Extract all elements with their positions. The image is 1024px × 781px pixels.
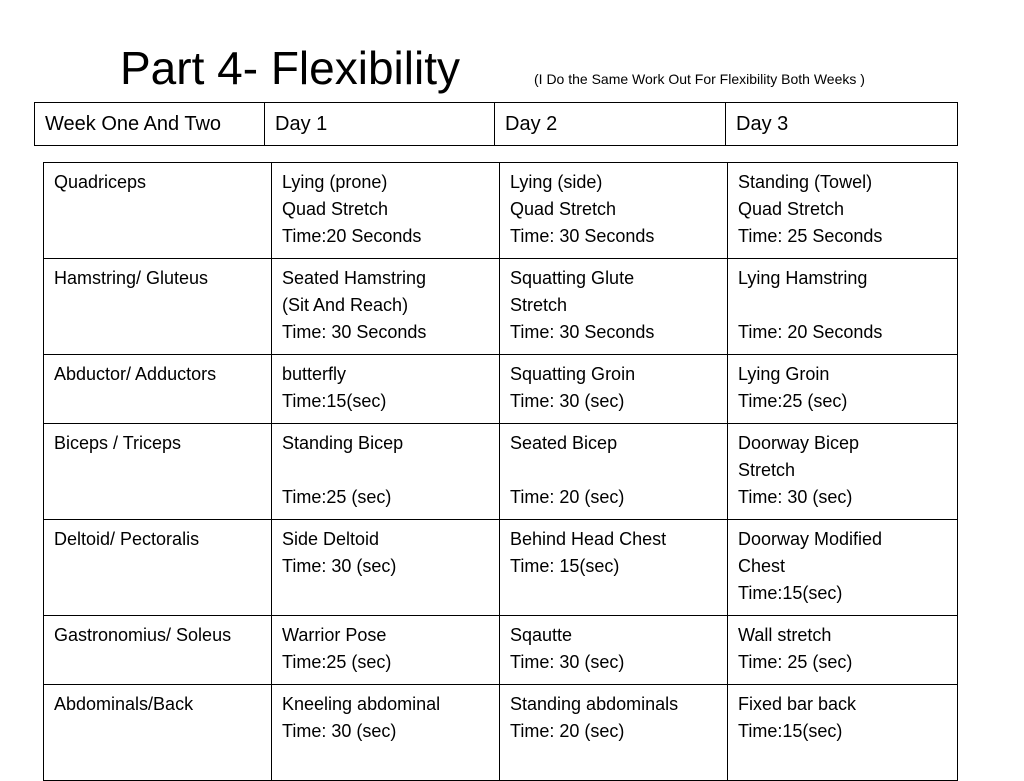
exercise-line: Standing abdominals bbox=[510, 694, 679, 714]
exercise-line: Time: 30 (sec) bbox=[282, 721, 397, 741]
exercise-line: Time: 30 (sec) bbox=[738, 487, 853, 507]
table-row bbox=[44, 520, 958, 616]
exercise-line: Kneeling abdominal bbox=[282, 694, 441, 714]
table-row bbox=[44, 355, 958, 424]
exercise-line: Stretch bbox=[510, 295, 568, 315]
day1-exercise-cell bbox=[272, 259, 500, 355]
exercise-line: Seated Bicep bbox=[510, 433, 618, 453]
exercise-table-body bbox=[44, 163, 958, 781]
exercise-line: Squatting Glute bbox=[510, 268, 635, 288]
exercise-line: Time:15(sec) bbox=[738, 583, 843, 603]
day1-exercise-cell bbox=[272, 685, 500, 781]
exercise-line: Time: 30 (sec) bbox=[510, 391, 625, 411]
header-cell-week: Week One And Two bbox=[35, 103, 265, 146]
muscle-group-label: Deltoid/ Pectoralis bbox=[54, 529, 200, 549]
exercise-line: Lying Hamstring bbox=[738, 268, 868, 288]
day2-exercise-cell bbox=[500, 259, 728, 355]
day3-exercise-cell bbox=[728, 520, 958, 616]
exercise-line: Standing Bicep bbox=[282, 433, 404, 453]
header-cell-day2: Day 2 bbox=[495, 103, 726, 146]
exercise-line: Side Deltoid bbox=[282, 529, 380, 549]
exercise-line: Quad Stretch bbox=[282, 199, 389, 219]
muscle-group-label: Gastronomius/ Soleus bbox=[54, 625, 232, 645]
exercise-line: Quad Stretch bbox=[738, 199, 845, 219]
exercise-line: Chest bbox=[738, 556, 786, 576]
exercise-line: Time: 30 Seconds bbox=[510, 322, 655, 342]
exercise-line: Time: 25 (sec) bbox=[738, 652, 853, 672]
muscle-group-cell bbox=[44, 259, 272, 355]
exercise-line: Time:25 (sec) bbox=[282, 487, 392, 507]
exercise-line: Time: 20 Seconds bbox=[738, 322, 883, 342]
table-row bbox=[44, 424, 958, 520]
table-row bbox=[44, 685, 958, 781]
table-row bbox=[44, 259, 958, 355]
exercise-line: Lying (prone) bbox=[282, 172, 388, 192]
exercise-line: Stretch bbox=[738, 460, 796, 480]
day2-exercise-cell bbox=[500, 163, 728, 259]
muscle-group-label: Biceps / Triceps bbox=[54, 433, 182, 453]
day2-exercise-cell bbox=[500, 424, 728, 520]
exercise-line: Quad Stretch bbox=[510, 199, 617, 219]
day3-exercise-cell bbox=[728, 685, 958, 781]
exercise-line: Time: 30 Seconds bbox=[282, 322, 427, 342]
exercise-line: Time:25 (sec) bbox=[282, 652, 392, 672]
day2-exercise-cell bbox=[500, 355, 728, 424]
header-cell-day3: Day 3 bbox=[726, 103, 958, 146]
day1-exercise-cell bbox=[272, 424, 500, 520]
exercise-line: Doorway Modified bbox=[738, 529, 883, 549]
exercise-line: Behind Head Chest bbox=[510, 529, 667, 549]
muscle-group-cell bbox=[44, 685, 272, 781]
day3-exercise-cell bbox=[728, 355, 958, 424]
muscle-group-label: Quadriceps bbox=[54, 172, 147, 192]
exercise-line: Time: 20 (sec) bbox=[510, 487, 625, 507]
day3-exercise-cell bbox=[728, 424, 958, 520]
exercise-table bbox=[43, 162, 958, 781]
exercise-line bbox=[282, 457, 490, 484]
exercise-line: Fixed bar back bbox=[738, 694, 857, 714]
exercise-line: Lying (side) bbox=[510, 172, 603, 192]
muscle-group-cell bbox=[44, 163, 272, 259]
muscle-group-cell bbox=[44, 520, 272, 616]
exercise-line: Time: 30 (sec) bbox=[282, 556, 397, 576]
header-table bbox=[34, 102, 958, 146]
exercise-line: Doorway Bicep bbox=[738, 433, 860, 453]
exercise-line: Time:15(sec) bbox=[282, 391, 387, 411]
exercise-line: Squatting Groin bbox=[510, 364, 636, 384]
muscle-group-cell bbox=[44, 616, 272, 685]
exercise-line: Time: 30 Seconds bbox=[510, 226, 655, 246]
page-title: Part 4- Flexibility bbox=[120, 42, 460, 94]
day2-exercise-cell bbox=[500, 616, 728, 685]
page-subtitle: (I Do the Same Work Out For Flexibility Both Weeks ) bbox=[534, 71, 865, 87]
exercise-line: Sqautte bbox=[510, 625, 573, 645]
exercise-line: (Sit And Reach) bbox=[282, 295, 409, 315]
header-cell-day1: Day 1 bbox=[265, 103, 495, 146]
muscle-group-label: Hamstring/ Gluteus bbox=[54, 268, 209, 288]
exercise-line: Standing (Towel) bbox=[738, 172, 873, 192]
day3-exercise-cell bbox=[728, 259, 958, 355]
day2-exercise-cell bbox=[500, 685, 728, 781]
day1-exercise-cell bbox=[272, 163, 500, 259]
muscle-group-label: Abdominals/Back bbox=[54, 694, 194, 714]
muscle-group-label: Abductor/ Adductors bbox=[54, 364, 217, 384]
exercise-line: Time:20 Seconds bbox=[282, 226, 422, 246]
day3-exercise-cell bbox=[728, 163, 958, 259]
exercise-line: Wall stretch bbox=[738, 625, 832, 645]
table-row bbox=[44, 616, 958, 685]
table-row bbox=[44, 163, 958, 259]
exercise-line: butterfly bbox=[282, 364, 347, 384]
exercise-line: Time: 25 Seconds bbox=[738, 226, 883, 246]
header-row bbox=[35, 103, 958, 146]
exercise-line bbox=[510, 457, 718, 484]
exercise-line: Seated Hamstring bbox=[282, 268, 427, 288]
muscle-group-cell bbox=[44, 355, 272, 424]
day2-exercise-cell bbox=[500, 520, 728, 616]
exercise-line: Time: 30 (sec) bbox=[510, 652, 625, 672]
exercise-line: Warrior Pose bbox=[282, 625, 387, 645]
exercise-line: Time: 20 (sec) bbox=[510, 721, 625, 741]
day1-exercise-cell bbox=[272, 520, 500, 616]
exercise-line: Time: 15(sec) bbox=[510, 556, 620, 576]
day1-exercise-cell bbox=[272, 616, 500, 685]
day3-exercise-cell bbox=[728, 616, 958, 685]
exercise-line: Lying Groin bbox=[738, 364, 830, 384]
muscle-group-cell bbox=[44, 424, 272, 520]
exercise-line: Time:25 (sec) bbox=[738, 391, 848, 411]
day1-exercise-cell bbox=[272, 355, 500, 424]
exercise-line: Time:15(sec) bbox=[738, 721, 843, 741]
exercise-line bbox=[738, 292, 948, 319]
